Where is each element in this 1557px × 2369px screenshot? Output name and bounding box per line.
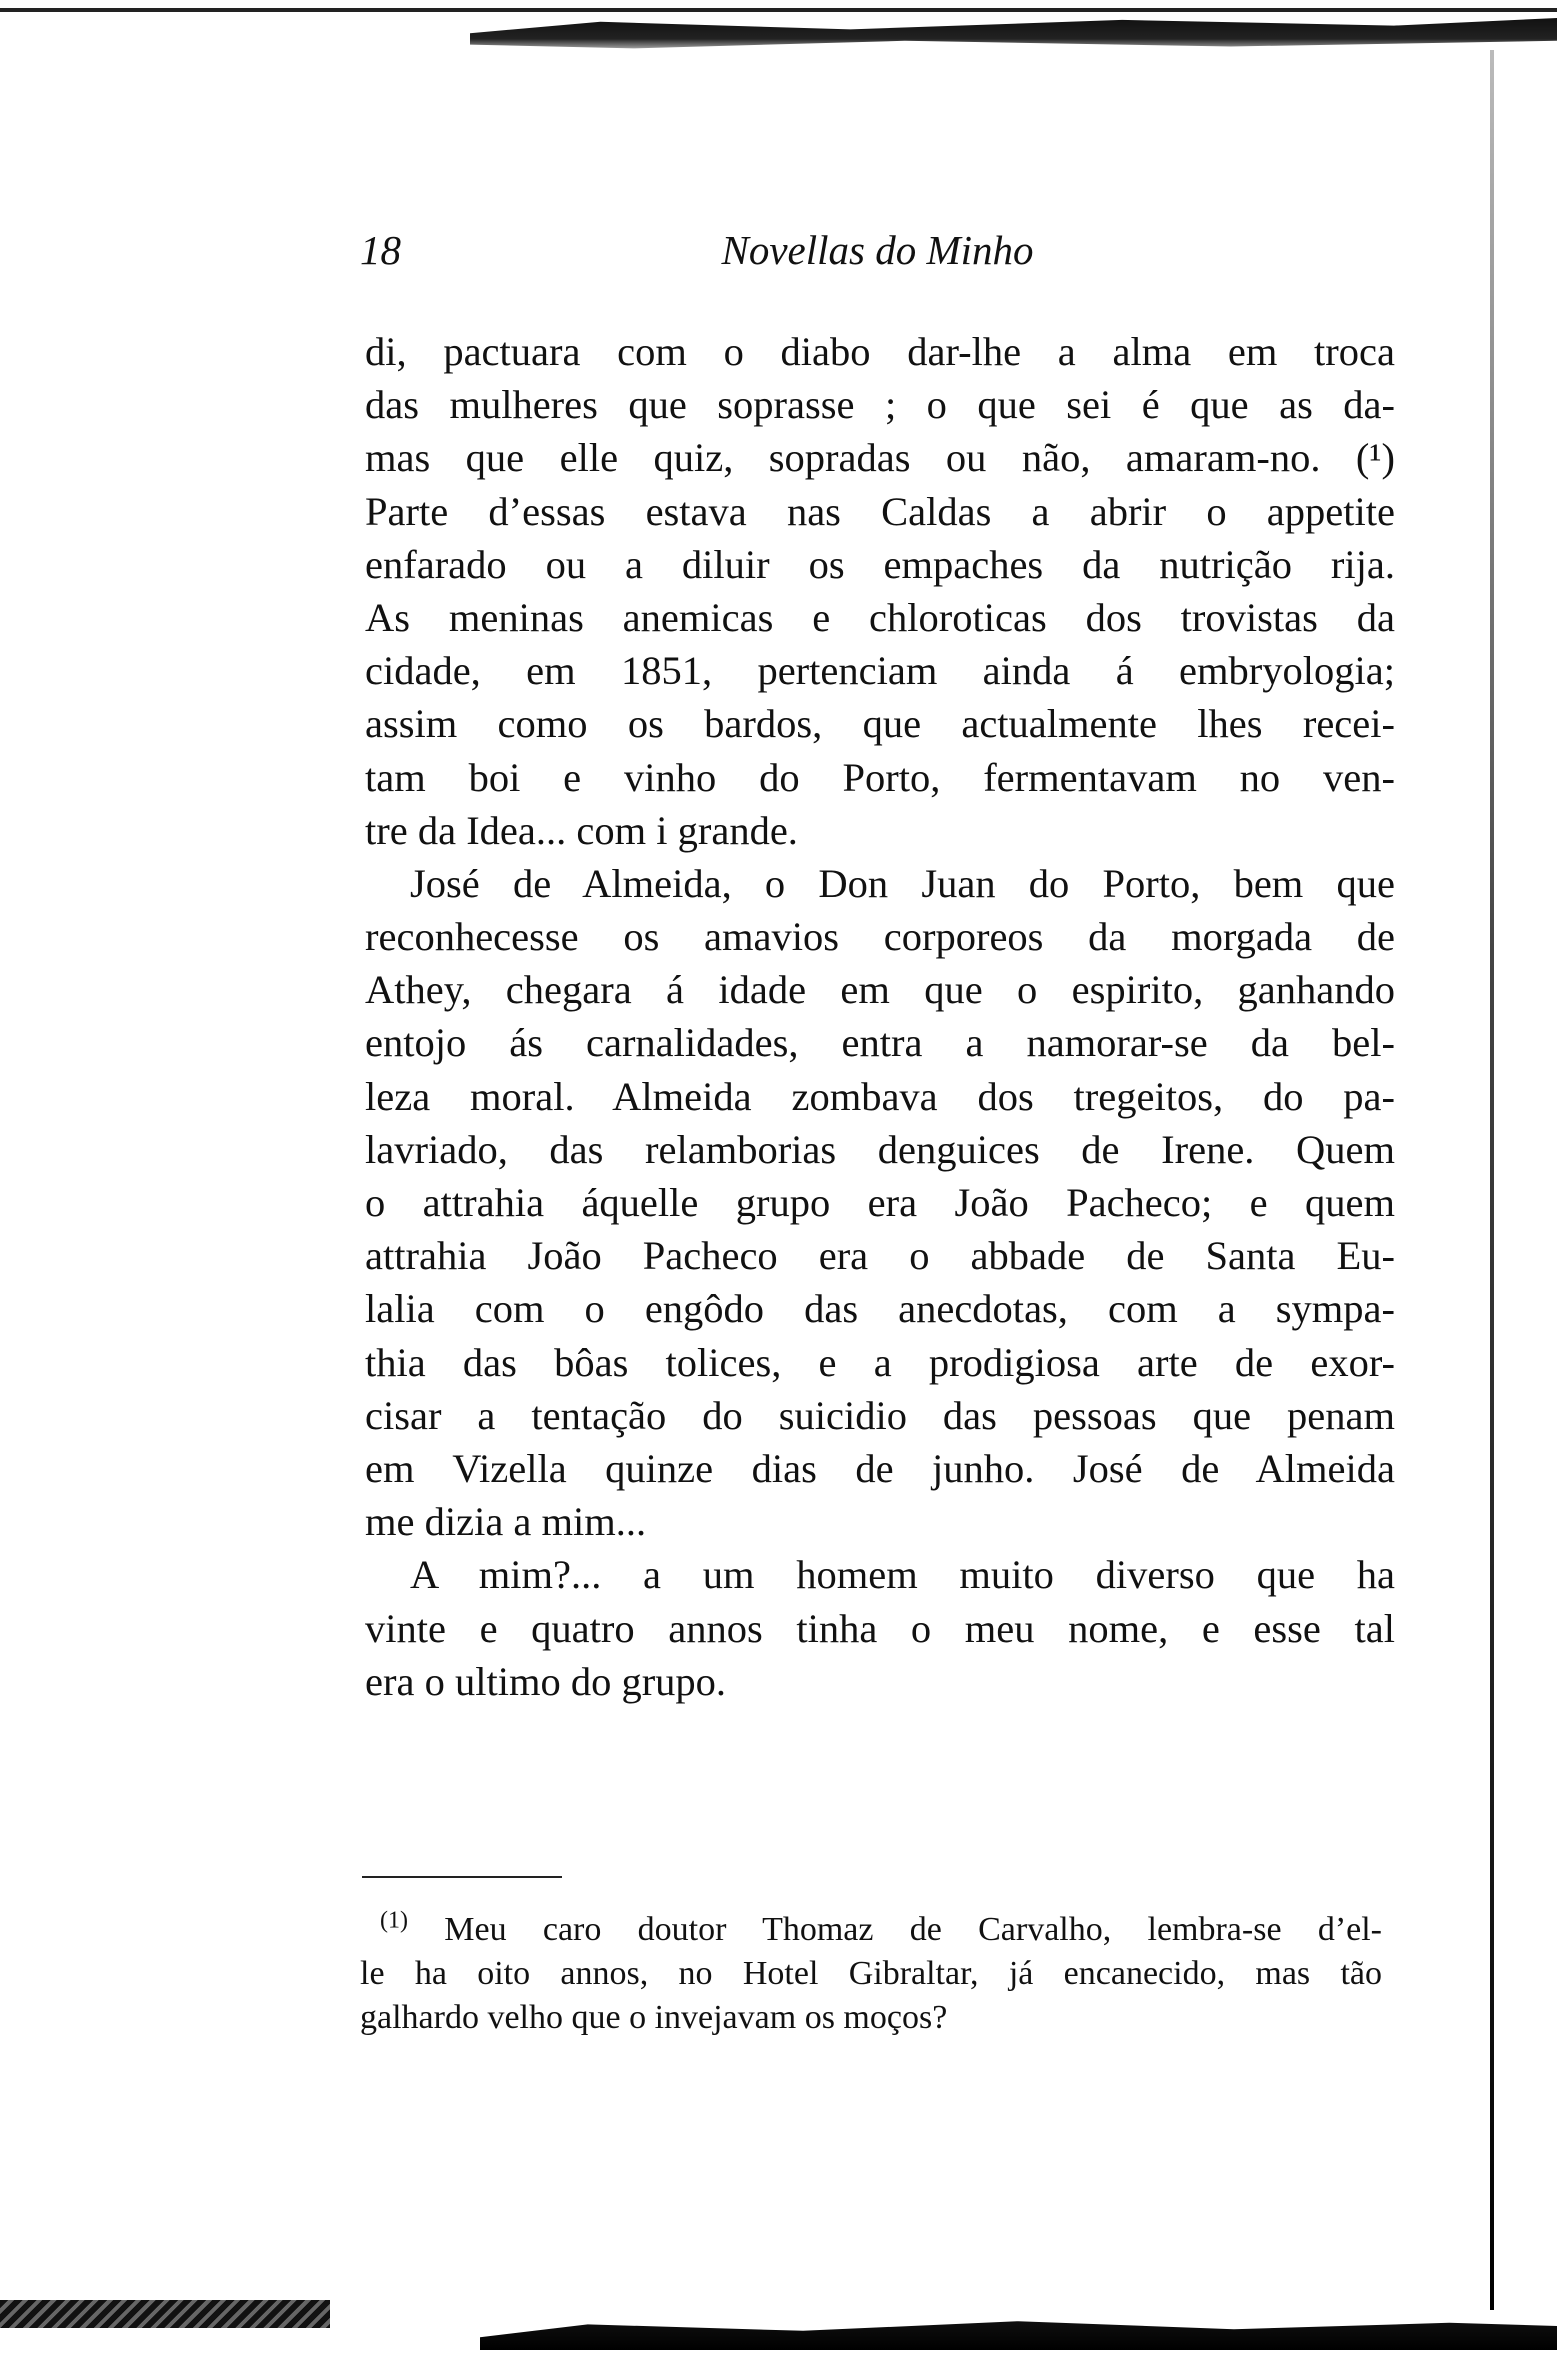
body-text <box>365 325 1395 1708</box>
text-line: o attrahia áquelle grupo era João Pacheco; e quem <box>365 1180 1395 1225</box>
text-line: cisar a tentação do suicidio das pessoas que penam <box>365 1392 1395 1438</box>
scan-edge-right <box>1490 50 1494 2310</box>
text-line: tam boi e vinho do Porto, fermentavam no ven- <box>365 754 1395 800</box>
text-line: A mim?... a um homem muito diverso que ha <box>410 1552 1395 1598</box>
text-line: mas que elle quiz, sopradas ou não, amaram-no. (¹) <box>365 435 1395 481</box>
footnote-text: Meu caro doutor Thomaz de Carvalho, lembra-se d’el- <box>444 1911 1382 1948</box>
text-line: attrahia João Pacheco era o abbade de Santa Eu- <box>365 1233 1395 1279</box>
text-line: tre da Idea... com i grande. <box>365 807 798 853</box>
text-line: Parte d’essas estava nas Caldas a abrir o appetite <box>365 488 1395 534</box>
text-line: José de Almeida, o Don Juan do Porto, bem que <box>410 860 1395 906</box>
text-line: leza moral. Almeida zombava dos tregeitos, do pa- <box>365 1073 1395 1119</box>
footnote <box>360 1908 1382 2040</box>
footnote-marker: (1) <box>380 1907 408 1934</box>
text-line: me dizia a mim... <box>365 1499 647 1545</box>
text-line: Athey, chegara á idade em que o espirito, ganhando <box>365 967 1395 1013</box>
text-line: cidade, em 1851, pertenciam ainda á embryologia; <box>365 648 1395 694</box>
text-line: assim como os bardos, que actualmente lhes recei- <box>365 701 1395 747</box>
text-line: enfarado ou a diluir os empaches da nutrição rija. <box>365 541 1395 587</box>
text-line: das mulheres que soprasse ; o que sei é que as da- <box>365 382 1395 428</box>
scan-edge-bottom-left <box>0 2300 330 2328</box>
text-line: di, pactuara com o diabo dar-lhe a alma em troca <box>365 329 1395 374</box>
text-line: reconhecesse os amavios corporeos da morgada de <box>365 914 1395 960</box>
footnote-line: galhardo velho que o invejavam os moços? <box>360 1999 948 2036</box>
scan-edge-top-line <box>0 8 1557 12</box>
page-header <box>360 226 1395 282</box>
scan-edge-bottom <box>480 2318 1557 2350</box>
text-line: thia das bôas tolices, e a prodigiosa arte de exor- <box>365 1339 1395 1385</box>
text-line: As meninas anemicas e chloroticas dos trovistas da <box>365 594 1395 640</box>
text-line: era o ultimo do grupo. <box>365 1658 727 1704</box>
running-title: Novellas do Minho <box>721 227 1034 273</box>
footnote-line: le ha oito annos, no Hotel Gibraltar, já encanecido, mas tão <box>360 1955 1382 1992</box>
footnote-rule <box>362 1876 562 1878</box>
text-line: em Vizella quinze dias de junho. José de Almeida <box>365 1445 1395 1491</box>
text-line: lalia com o engôdo das anecdotas, com a sympa- <box>365 1286 1395 1332</box>
footnote-line <box>360 1908 1382 1952</box>
text-line: vinte e quatro annos tinha o meu nome, e esse tal <box>365 1605 1395 1651</box>
page-number: 18 <box>360 227 401 273</box>
scan-edge-top <box>470 18 1557 56</box>
text-line: entojo ás carnalidades, entra a namorar-se da bel- <box>365 1020 1395 1066</box>
text-line: lavriado, das relamborias denguices de Irene. Quem <box>365 1126 1395 1172</box>
